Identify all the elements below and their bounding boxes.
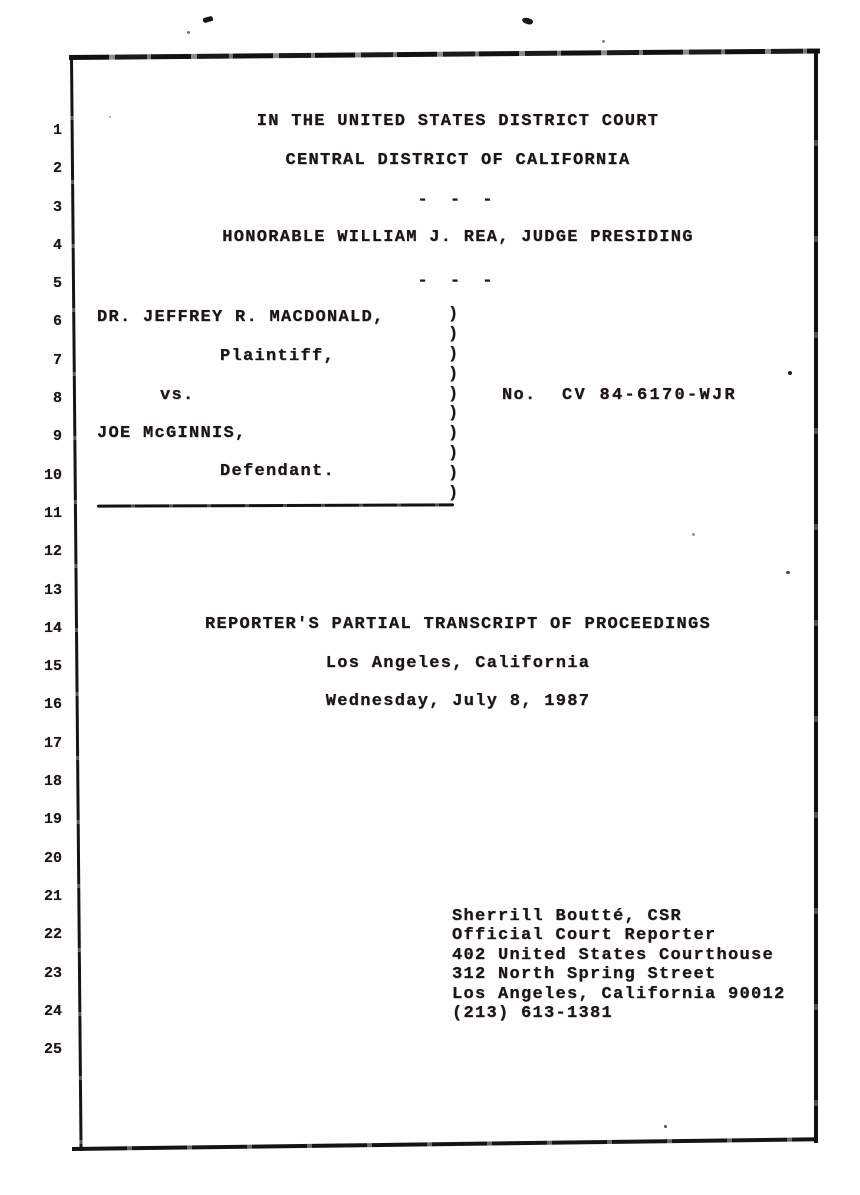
case-number-label: No. <box>502 386 537 405</box>
page-border-right <box>814 50 818 1143</box>
caption-paren: ) <box>448 305 459 324</box>
line-number: 9 <box>52 428 62 446</box>
page-border-top <box>69 48 820 59</box>
defendant-designation: Defendant. <box>220 462 336 481</box>
line-number: 1 <box>52 122 62 139</box>
scan-artifact <box>602 40 605 43</box>
caption-paren: ) <box>448 444 459 464</box>
caption-underline <box>97 503 454 507</box>
judge-presiding-line: HONORABLE WILLIAM J. REA, JUDGE PRESIDING <box>222 228 694 247</box>
scan-artifact <box>786 571 790 574</box>
scan-artifact <box>664 1125 667 1128</box>
line-number: 2 <box>52 160 62 178</box>
caption-paren: ) <box>448 424 459 444</box>
page-border-left <box>70 56 83 1151</box>
court-name-line: IN THE UNITED STATES DISTRICT COURT <box>256 112 660 131</box>
caption-paren: ) <box>448 364 459 384</box>
plaintiff-designation: Plaintiff, <box>220 347 336 366</box>
line-number: 13 <box>43 581 62 599</box>
scan-artifact <box>521 16 533 25</box>
scan-artifact <box>788 371 792 375</box>
line-number: 17 <box>43 734 62 752</box>
reporter-info-line: 312 North Spring Street <box>452 965 717 985</box>
line-number: 23 <box>43 964 62 982</box>
plaintiff-name: DR. JEFFREY R. MACDONALD, <box>97 308 385 327</box>
line-number-column <box>24 112 62 1069</box>
line-number: 25 <box>43 1041 62 1059</box>
line-number: 21 <box>43 887 62 905</box>
line-number: 16 <box>43 696 62 714</box>
scan-artifact <box>692 533 695 536</box>
versus-label: vs. <box>160 386 195 405</box>
line-number: 4 <box>52 236 62 254</box>
caption-paren: ) <box>448 384 459 404</box>
transcript-title: REPORTER'S PARTIAL TRANSCRIPT OF PROCEEDINGS <box>204 615 712 634</box>
line-number: 19 <box>43 811 62 829</box>
line-number: 24 <box>43 1002 62 1020</box>
line-number: 18 <box>43 773 62 791</box>
caption-paren: ) <box>448 404 459 424</box>
line-number: 5 <box>52 275 62 293</box>
line-number: 20 <box>43 849 62 867</box>
reporter-info-line: Sherrill Boutté, CSR <box>452 907 683 926</box>
reporter-info-block <box>452 907 786 1023</box>
transcript-location: Los Angeles, California <box>325 654 591 673</box>
line-number: 12 <box>43 543 62 561</box>
district-line: CENTRAL DISTRICT OF CALIFORNIA <box>285 151 631 170</box>
caption-paren: ) <box>448 344 459 364</box>
line-number: 15 <box>43 658 62 676</box>
case-number-value: CV 84-6170-WJR <box>562 386 738 405</box>
reporter-info-line: 402 United States Courthouse <box>452 945 775 965</box>
scan-artifact <box>203 16 214 23</box>
reporter-info-line: Los Angeles, California 90012 <box>452 984 786 1004</box>
scan-artifact <box>187 31 190 34</box>
line-number: 7 <box>52 351 62 369</box>
separator-dashes: - - - <box>417 272 499 291</box>
line-number: 3 <box>52 198 62 216</box>
line-number: 6 <box>52 313 62 331</box>
line-number: 14 <box>43 619 62 637</box>
line-number: 11 <box>43 504 62 522</box>
separator-dashes: - - - <box>417 191 499 210</box>
caption-paren: ) <box>448 324 459 344</box>
page-border-bottom <box>72 1137 818 1151</box>
line-number: 10 <box>43 466 62 484</box>
reporter-info-line: Official Court Reporter <box>452 926 717 946</box>
caption-paren: ) <box>448 464 459 484</box>
line-number: 8 <box>52 390 62 408</box>
caption-paren-column <box>448 305 458 504</box>
reporter-info-line: (213) 613-1381 <box>452 1003 614 1023</box>
caption-paren: ) <box>448 484 459 504</box>
line-number: 22 <box>43 926 62 944</box>
defendant-name: JOE McGINNIS, <box>97 424 247 443</box>
transcript-date: Wednesday, July 8, 1987 <box>325 692 591 711</box>
